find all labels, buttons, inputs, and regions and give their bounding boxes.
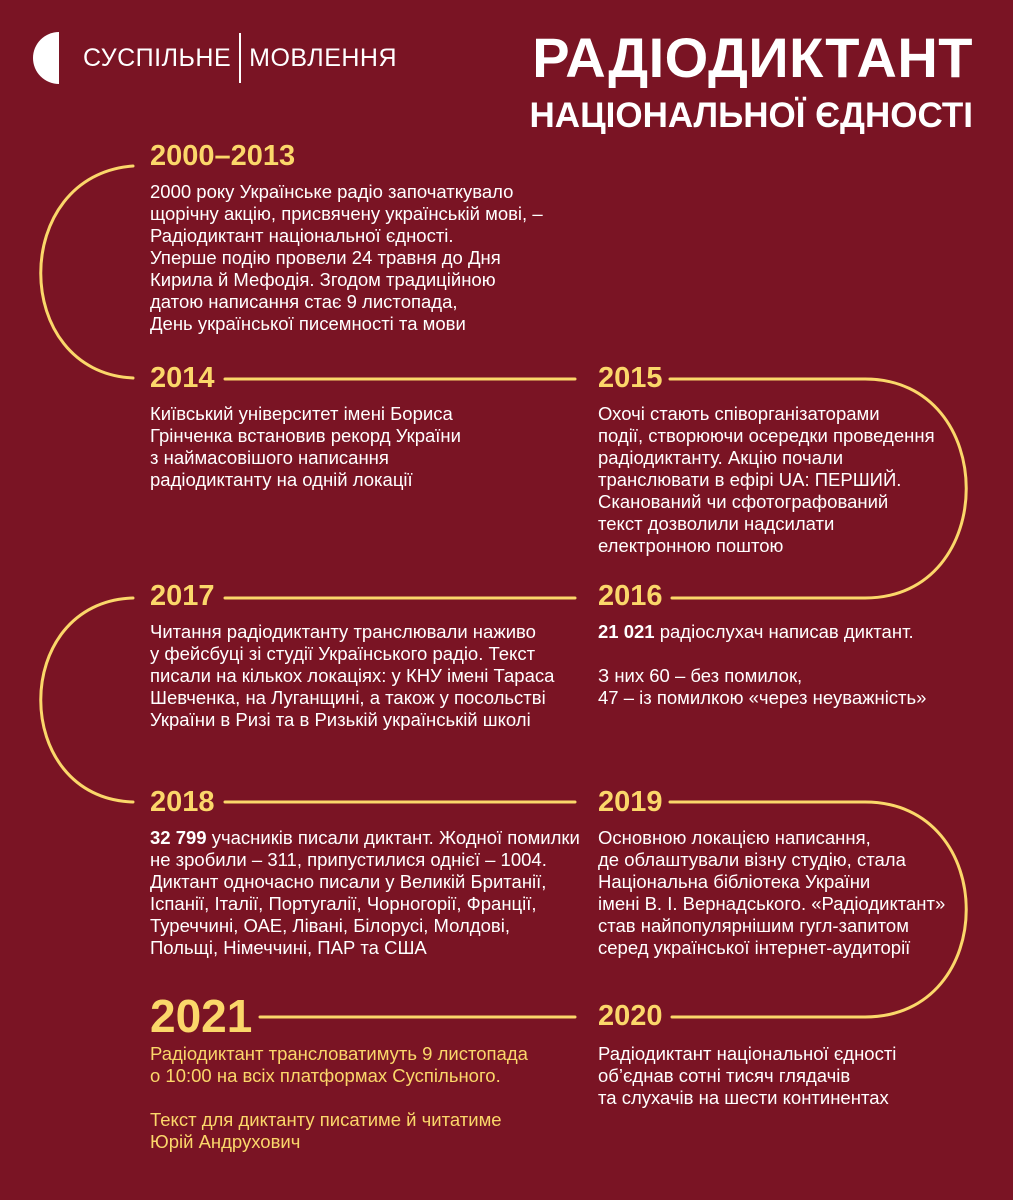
text-line: транслювати в ефірі UA: ПЕРШИЙ. (598, 469, 902, 490)
text-line: Читання радіодиктанту транслювали наживо (150, 621, 536, 642)
text-line: з наймасовішого написання (150, 447, 389, 468)
event-2016-text (598, 621, 926, 709)
text-line: Сканований чи сфотографований (598, 491, 889, 512)
year-2016: 2016 (598, 580, 663, 612)
text-line: України в Ризі та в Ризькій українській школі (150, 709, 531, 730)
participant-count: 21 021 (598, 621, 655, 642)
participant-count: 32 799 (150, 827, 207, 848)
event-2000-2013-text (150, 181, 543, 335)
text-line: Іспанії, Італії, Португалії, Чорногорії, Франції, (150, 893, 537, 914)
event-2019-text (598, 827, 945, 959)
page-title-line2: НАЦІОНАЛЬНОЇ ЄДНОСТІ (529, 96, 973, 135)
year-2018: 2018 (150, 786, 215, 818)
year-2015: 2015 (598, 362, 663, 394)
text-line: датою написання стає 9 листопада, (150, 291, 458, 312)
year-2020: 2020 (598, 1000, 663, 1032)
text-fragment: учасників писали диктант. Жодної помилки (206, 827, 580, 848)
brand-name-part1: СУСПІЛЬНЕ (83, 43, 232, 72)
timeline-curve-2017-2018 (41, 598, 133, 802)
text-line: Уперше подію провели 24 травня до Дня (150, 247, 501, 268)
year-2019: 2019 (598, 786, 663, 818)
text-line: Радіодиктант національної єдності (598, 1043, 897, 1064)
year-2000-2013: 2000–2013 (150, 140, 296, 172)
text-line: Основною локацією написання, (598, 827, 871, 848)
text-line: Текст для диктанту писатиме й читатиме (150, 1109, 502, 1130)
event-2014-text (150, 403, 461, 491)
text-line: Юрій Андрухович (150, 1131, 301, 1152)
text-line: текст дозволили надсилати (598, 513, 835, 534)
event-2017-text (150, 621, 554, 731)
text-line: Радіодиктант національної єдності. (150, 225, 454, 246)
text-line: Київський університет імені Бориса (150, 403, 453, 424)
brand-logo-icon (33, 32, 71, 84)
text-line: серед української інтернет-аудиторії (598, 937, 911, 958)
year-2014: 2014 (150, 362, 215, 394)
text-line: Кирила й Мефодія. Згодом традиційною (150, 269, 496, 290)
text-line: Охочі стають співорганізаторами (598, 403, 880, 424)
text-line: Польщі, Німеччині, ПАР та США (150, 937, 427, 958)
text-line: Радіодиктант трансловатимуть 9 листопада (150, 1043, 528, 1064)
timeline-curve-2000-2014 (41, 166, 133, 378)
text-line: не зробили – 311, припустилися однієї – 1004. (150, 849, 547, 870)
text-line: радіодиктанту на одній локації (150, 469, 413, 490)
text-fragment: радіослухач написав диктант. (654, 621, 914, 642)
text-line: де облаштували візну студію, стала (598, 849, 906, 870)
text-line: писали на кількох локаціях: у КНУ імені Тараса (150, 665, 555, 686)
text-line: радіодиктанту. Акцію почали (598, 447, 844, 468)
event-2015-text (598, 403, 935, 557)
text-line: щорічну акцію, присвячену українській мові, – (150, 203, 543, 224)
page-title (529, 26, 973, 135)
text-line: імені В. І. Вернадського. «Радіодиктант» (598, 893, 946, 914)
spacer (598, 643, 926, 665)
text-line: у фейсбуці зі студії Українського радіо. Текст (150, 643, 536, 664)
brand-name-part2: МОВЛЕННЯ (249, 43, 398, 72)
text-line: о 10:00 на всіх платформах Суспільного. (150, 1065, 501, 1086)
text-line: З них 60 – без помилок, (598, 665, 803, 686)
brand-divider (239, 33, 241, 83)
text-line: електронною поштою (598, 535, 784, 556)
text-line: став найпопулярнішим гугл-запитом (598, 915, 909, 936)
text-line: Туреччині, ОАЕ, Лівані, Білорусі, Молдові, (150, 915, 510, 936)
text-line: та слухачів на шести континентах (598, 1087, 889, 1108)
text-line (598, 621, 926, 643)
year-2021: 2021 (150, 990, 253, 1042)
text-line: 2000 року Українське радіо започаткувало (150, 181, 514, 202)
text-line: День української писемності та мови (150, 313, 466, 334)
text-line: Шевченка, на Луганщині, а також у посольстві (150, 687, 546, 708)
event-2018-text (150, 827, 580, 959)
text-line: об’єднав сотні тисяч глядачів (598, 1065, 851, 1086)
event-2021-text (150, 1043, 528, 1153)
brand-logo (33, 30, 397, 86)
text-line (150, 827, 580, 849)
text-line: Грінченка встановив рекорд України (150, 425, 461, 446)
page-title-line1: РАДІОДИКТАНТ (532, 26, 973, 89)
event-2020-text (598, 1043, 896, 1109)
text-line: Диктант одночасно писали у Великій Британії, (150, 871, 547, 892)
spacer (150, 1087, 528, 1109)
text-line: Національна бібліотека України (598, 871, 871, 892)
text-line: 47 – із помилкою «через неуважність» (598, 687, 927, 708)
year-2017: 2017 (150, 580, 215, 612)
text-line: події, створюючи осередки проведення (598, 425, 935, 446)
